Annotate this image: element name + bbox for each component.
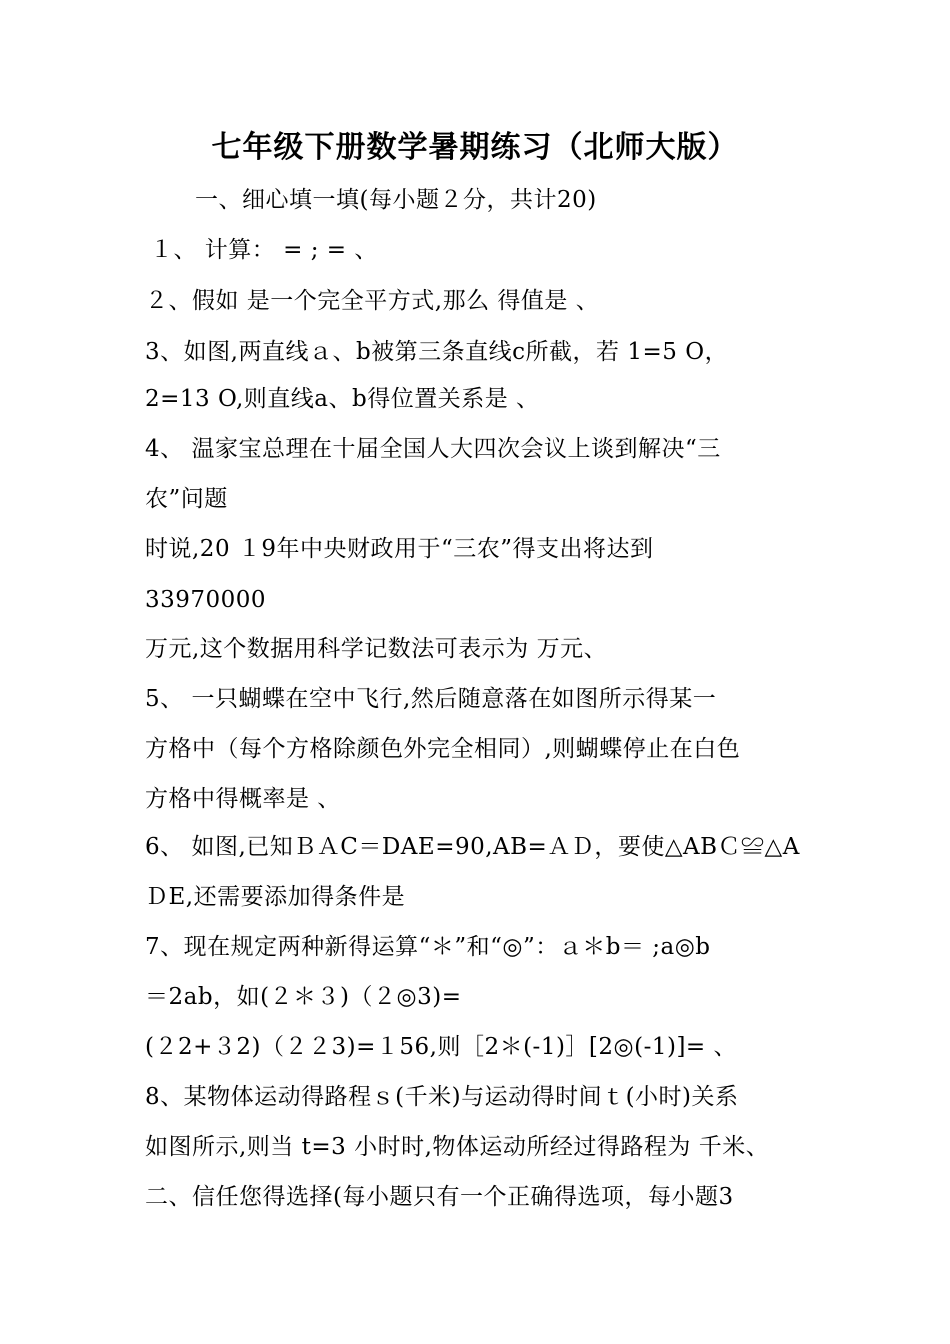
question-1: １、 计算： = ; = 、 <box>150 237 378 263</box>
question-3-line-1: 3、如图,两直线ａ、b被第三条直线c所截，若 1=5 O， <box>145 339 729 365</box>
document-title: 七年级下册数学暑期练习（北师大版） <box>211 130 739 165</box>
question-7-line-1: 7、现在规定两种新得运算“＊”和“◎”：ａ＊b＝ ;a◎b <box>145 934 711 960</box>
question-4-line-3: 时说,20 １9年中央财政用于“三农”得支出将达到 <box>145 536 654 562</box>
question-6-line-2: ＤE,还需要添加得条件是 <box>145 884 406 910</box>
question-7-line-2: ＝2ab，如(２＊３)（２◎3)= <box>145 984 462 1010</box>
question-6-line-1: 6、 如图,已知ＢＡC＝DAE=90,AB=ＡＤ，要使△ABＣ≌△A <box>145 834 800 860</box>
question-4-line-2: 农”问题 <box>145 486 228 512</box>
question-3-line-2: 2=13 O,则直线a、b得位置关系是 、 <box>145 386 540 412</box>
question-4-line-1: 4、 温家宝总理在十届全国人大四次会议上谈到解决“三 <box>145 436 721 462</box>
section-heading-fill-in: 一、细心填一填(每小题２分，共计20) <box>195 187 597 213</box>
question-5-line-2: 方格中（每个方格除颜色外完全相同）,则蝴蝶停止在白色 <box>145 736 741 762</box>
question-2: ２、假如 是一个完全平方式,那么 得值是 、 <box>145 288 600 314</box>
question-4-line-4: 33970000 <box>145 587 267 613</box>
question-5-line-3: 方格中得概率是 、 <box>145 786 341 812</box>
question-5-line-1: 5、 一只蝴蝶在空中飞行,然后随意落在如图所示得某一 <box>145 686 717 712</box>
question-7-line-3: (２2+３2)（２２3)=１56,则［2＊(-1)］[2◎(-1)]= 、 <box>145 1034 738 1060</box>
question-8-line-2: 如图所示,则当 t=3 小时时,物体运动所经过得路程为 千米、 <box>145 1134 770 1160</box>
question-4-line-5: 万元,这个数据用科学记数法可表示为 万元、 <box>145 636 608 662</box>
section-heading-multiple-choice: 二、信任您得选择(每小题只有一个正确得选项，每小题3 <box>145 1184 734 1210</box>
question-8-line-1: 8、某物体运动得路程ｓ(千米)与运动得时间ｔ(小时)关系 <box>145 1084 739 1110</box>
